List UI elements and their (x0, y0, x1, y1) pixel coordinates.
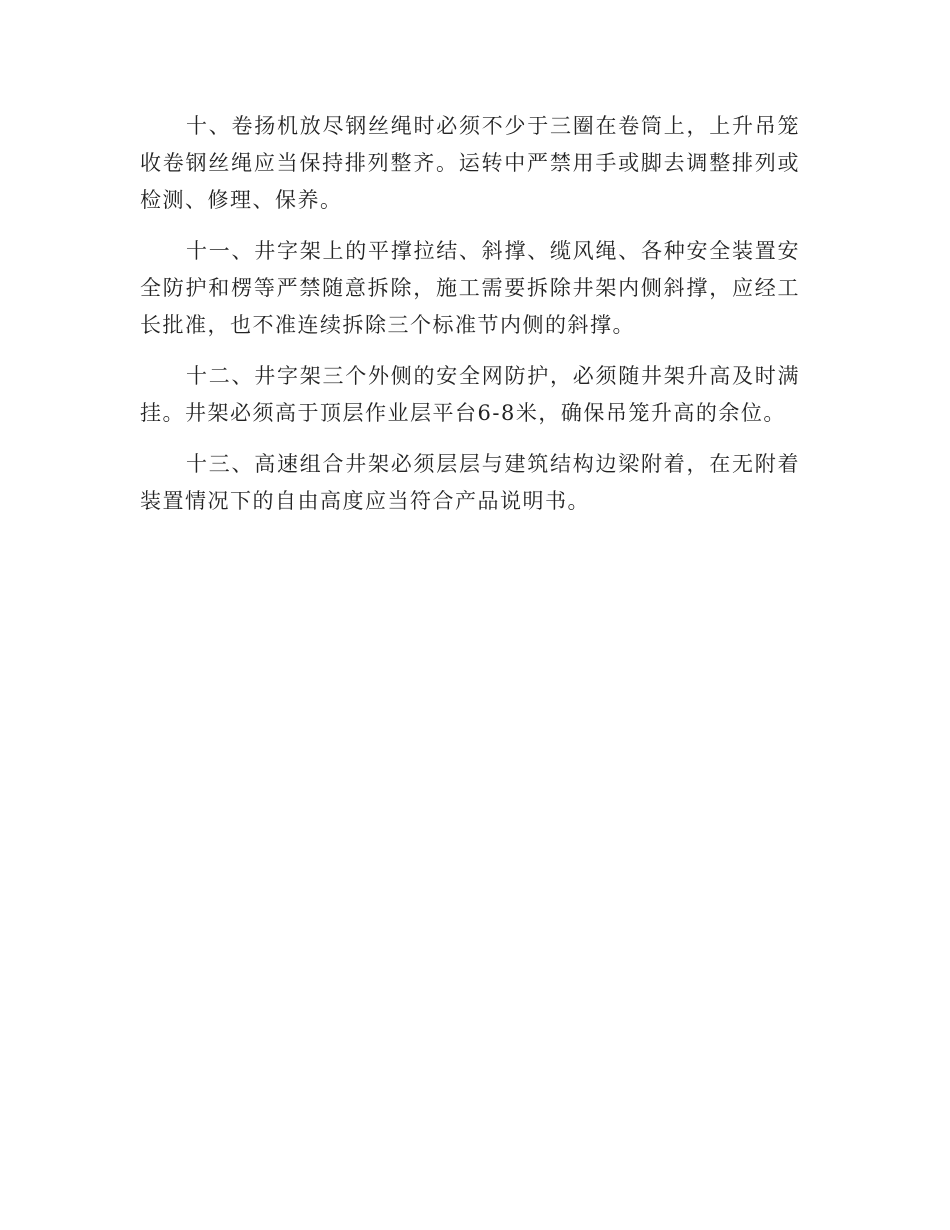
paragraph-13: 十三、高速组合井架必须层层与建筑结构边梁附着，在无附着装置情况下的自由高度应当符合产品说明书。 (140, 452, 800, 513)
paragraph-10: 十、卷扬机放尽钢丝绳时必须不少于三圈在卷筒上，上升吊笼收卷钢丝绳应当保持排列整齐。运转中严禁用手或脚去调整排列或检测、修理、保养。 (140, 114, 800, 212)
document-body (140, 108, 800, 534)
paragraph-11: 十一、井字架上的平撑拉结、斜撑、缆风绳、各种安全装置安全防护和楞等严禁随意拆除，施工需要拆除井架内侧斜撑，应经工长批准，也不准连续拆除三个标准节内侧的斜撑。 (140, 239, 800, 337)
paragraph-12: 十二、井字架三个外侧的安全网防护，必须随井架升高及时满挂。井架必须高于顶层作业层平台6-8米，确保吊笼升高的余位。 (140, 364, 800, 425)
